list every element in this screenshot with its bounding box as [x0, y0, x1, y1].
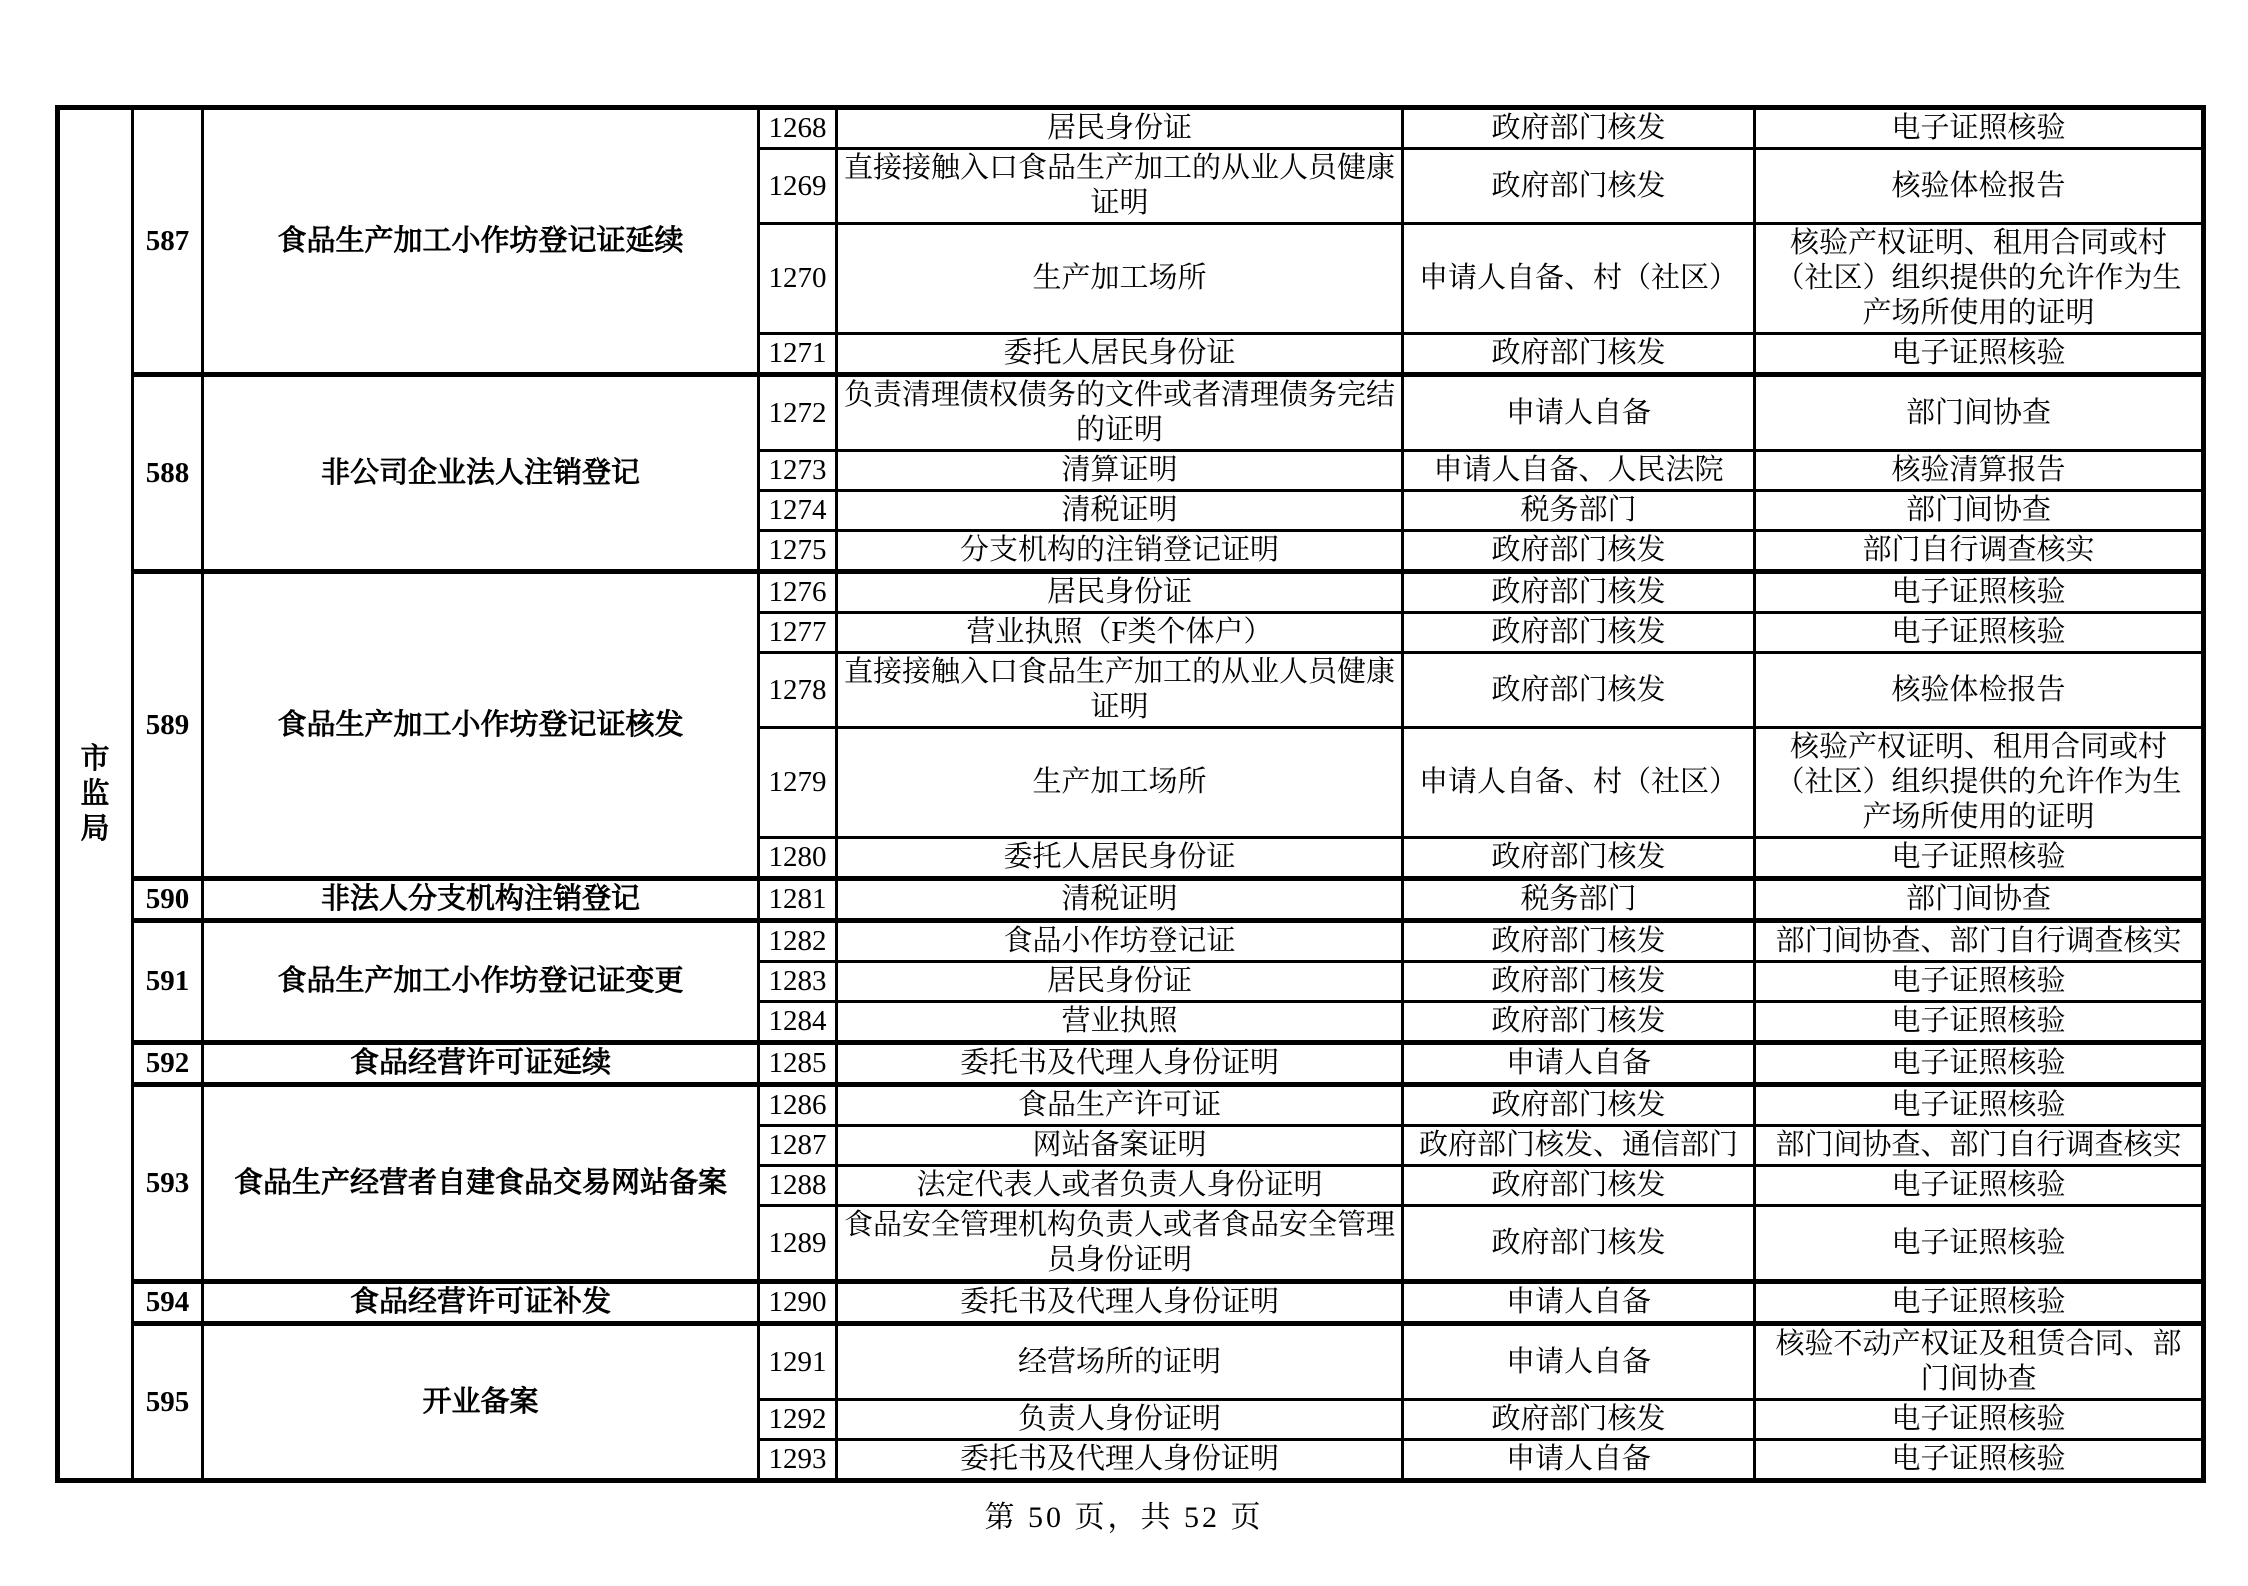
row-material: 经营场所的证明 — [837, 1324, 1403, 1400]
row-no: 1292 — [759, 1400, 837, 1440]
row-source: 申请人自备 — [1403, 1440, 1755, 1481]
row-verify: 核验产权证明、租用合同或村（社区）组织提供的允许作为生产场所使用的证明 — [1755, 224, 2204, 334]
row-no: 1274 — [759, 491, 837, 531]
page-number: 第 50 页，共 52 页 — [984, 1501, 1264, 1534]
row-verify: 电子证照核验 — [1755, 1085, 2204, 1126]
row-verify: 电子证照核验 — [1755, 1043, 2204, 1085]
row-no: 1268 — [759, 108, 837, 149]
table-row — [58, 572, 2204, 613]
row-verify: 核验体检报告 — [1755, 149, 2204, 224]
row-source: 政府部门核发 — [1403, 1002, 1755, 1043]
row-material: 委托人居民身份证 — [837, 838, 1403, 879]
row-no: 1290 — [759, 1282, 837, 1324]
group-item-name: 食品经营许可证补发 — [203, 1282, 759, 1324]
group-item-name: 非法人分支机构注销登记 — [203, 879, 759, 921]
row-verify: 电子证照核验 — [1755, 1002, 2204, 1043]
row-material: 食品小作坊登记证 — [837, 921, 1403, 962]
row-source: 申请人自备 — [1403, 375, 1755, 451]
approval-items-table — [55, 105, 2206, 1483]
row-material: 食品生产许可证 — [837, 1085, 1403, 1126]
row-material: 直接接触入口食品生产加工的从业人员健康证明 — [837, 653, 1403, 728]
row-verify: 电子证照核验 — [1755, 613, 2204, 653]
row-material: 清算证明 — [837, 451, 1403, 491]
row-source: 申请人自备、村（社区） — [1403, 224, 1755, 334]
row-verify: 核验不动产权证及租赁合同、部门间协查 — [1755, 1324, 2204, 1400]
department-cell: 市监局 — [58, 108, 133, 1481]
row-source: 政府部门核发 — [1403, 149, 1755, 224]
row-no: 1271 — [759, 334, 837, 375]
table-row — [58, 1282, 2204, 1324]
group-seq: 589 — [133, 572, 203, 879]
row-material: 网站备案证明 — [837, 1126, 1403, 1166]
row-no: 1289 — [759, 1206, 837, 1282]
row-no: 1291 — [759, 1324, 837, 1400]
row-material: 营业执照 — [837, 1002, 1403, 1043]
row-material: 法定代表人或者负责人身份证明 — [837, 1166, 1403, 1206]
group-seq: 588 — [133, 375, 203, 572]
row-material: 委托人居民身份证 — [837, 334, 1403, 375]
row-material: 直接接触入口食品生产加工的从业人员健康证明 — [837, 149, 1403, 224]
group-seq: 590 — [133, 879, 203, 921]
row-verify: 部门间协查 — [1755, 879, 2204, 921]
group-seq: 587 — [133, 108, 203, 375]
row-source: 税务部门 — [1403, 491, 1755, 531]
row-verify: 部门间协查 — [1755, 491, 2204, 531]
row-source: 政府部门核发 — [1403, 1206, 1755, 1282]
row-no: 1269 — [759, 149, 837, 224]
row-source: 政府部门核发 — [1403, 531, 1755, 572]
row-no: 1293 — [759, 1440, 837, 1481]
group-seq: 595 — [133, 1324, 203, 1481]
row-material: 食品安全管理机构负责人或者食品安全管理员身份证明 — [837, 1206, 1403, 1282]
group-item-name: 开业备案 — [203, 1324, 759, 1481]
row-source: 政府部门核发 — [1403, 838, 1755, 879]
group-seq: 594 — [133, 1282, 203, 1324]
row-material: 负责人身份证明 — [837, 1400, 1403, 1440]
row-material: 居民身份证 — [837, 572, 1403, 613]
table-row — [58, 108, 2204, 149]
row-verify: 部门间协查、部门自行调查核实 — [1755, 1126, 2204, 1166]
row-verify: 核验体检报告 — [1755, 653, 2204, 728]
row-no: 1283 — [759, 962, 837, 1002]
row-no: 1279 — [759, 728, 837, 838]
row-source: 政府部门核发 — [1403, 334, 1755, 375]
table-row — [58, 921, 2204, 962]
row-verify: 电子证照核验 — [1755, 838, 2204, 879]
row-no: 1270 — [759, 224, 837, 334]
row-verify: 电子证照核验 — [1755, 1400, 2204, 1440]
row-source: 政府部门核发 — [1403, 962, 1755, 1002]
row-verify: 电子证照核验 — [1755, 962, 2204, 1002]
row-source: 政府部门核发 — [1403, 921, 1755, 962]
table-row — [58, 1043, 2204, 1085]
row-source: 政府部门核发 — [1403, 572, 1755, 613]
row-source: 政府部门核发 — [1403, 613, 1755, 653]
row-verify: 电子证照核验 — [1755, 334, 2204, 375]
row-material: 委托书及代理人身份证明 — [837, 1282, 1403, 1324]
row-no: 1286 — [759, 1085, 837, 1126]
group-item-name: 食品生产经营者自建食品交易网站备案 — [203, 1085, 759, 1282]
row-no: 1281 — [759, 879, 837, 921]
row-source: 政府部门核发 — [1403, 653, 1755, 728]
row-no: 1278 — [759, 653, 837, 728]
row-source: 申请人自备 — [1403, 1324, 1755, 1400]
row-no: 1285 — [759, 1043, 837, 1085]
row-source: 申请人自备、村（社区） — [1403, 728, 1755, 838]
row-source: 政府部门核发、通信部门 — [1403, 1126, 1755, 1166]
group-item-name: 食品生产加工小作坊登记证核发 — [203, 572, 759, 879]
row-no: 1287 — [759, 1126, 837, 1166]
row-no: 1284 — [759, 1002, 837, 1043]
row-verify: 电子证照核验 — [1755, 572, 2204, 613]
row-material: 居民身份证 — [837, 108, 1403, 149]
row-no: 1277 — [759, 613, 837, 653]
row-no: 1272 — [759, 375, 837, 451]
row-verify: 电子证照核验 — [1755, 1206, 2204, 1282]
row-no: 1275 — [759, 531, 837, 572]
group-item-name: 食品生产加工小作坊登记证延续 — [203, 108, 759, 375]
row-verify: 电子证照核验 — [1755, 1440, 2204, 1481]
row-material: 居民身份证 — [837, 962, 1403, 1002]
row-verify: 电子证照核验 — [1755, 1282, 2204, 1324]
row-verify: 核验产权证明、租用合同或村（社区）组织提供的允许作为生产场所使用的证明 — [1755, 728, 2204, 838]
row-verify: 部门间协查 — [1755, 375, 2204, 451]
group-item-name: 食品生产加工小作坊登记证变更 — [203, 921, 759, 1043]
row-source: 申请人自备 — [1403, 1043, 1755, 1085]
row-material: 清税证明 — [837, 879, 1403, 921]
row-verify: 核验清算报告 — [1755, 451, 2204, 491]
row-material: 生产加工场所 — [837, 224, 1403, 334]
row-verify: 电子证照核验 — [1755, 108, 2204, 149]
row-no: 1282 — [759, 921, 837, 962]
table-row — [58, 879, 2204, 921]
row-no: 1288 — [759, 1166, 837, 1206]
row-material: 委托书及代理人身份证明 — [837, 1440, 1403, 1481]
row-verify: 部门自行调查核实 — [1755, 531, 2204, 572]
row-no: 1273 — [759, 451, 837, 491]
row-source: 政府部门核发 — [1403, 108, 1755, 149]
row-material: 委托书及代理人身份证明 — [837, 1043, 1403, 1085]
row-source: 政府部门核发 — [1403, 1166, 1755, 1206]
row-material: 生产加工场所 — [837, 728, 1403, 838]
table-row — [58, 1085, 2204, 1126]
row-source: 政府部门核发 — [1403, 1400, 1755, 1440]
table-row — [58, 1324, 2204, 1400]
row-verify: 部门间协查、部门自行调查核实 — [1755, 921, 2204, 962]
group-seq: 591 — [133, 921, 203, 1043]
row-material: 分支机构的注销登记证明 — [837, 531, 1403, 572]
row-material: 清税证明 — [837, 491, 1403, 531]
row-no: 1276 — [759, 572, 837, 613]
row-material: 负责清理债权债务的文件或者清理债务完结的证明 — [837, 375, 1403, 451]
group-item-name: 非公司企业法人注销登记 — [203, 375, 759, 572]
row-source: 申请人自备 — [1403, 1282, 1755, 1324]
row-no: 1280 — [759, 838, 837, 879]
row-source: 政府部门核发 — [1403, 1085, 1755, 1126]
group-item-name: 食品经营许可证延续 — [203, 1043, 759, 1085]
group-seq: 592 — [133, 1043, 203, 1085]
row-source: 税务部门 — [1403, 879, 1755, 921]
row-source: 申请人自备、人民法院 — [1403, 451, 1755, 491]
table-row — [58, 375, 2204, 451]
group-seq: 593 — [133, 1085, 203, 1282]
row-material: 营业执照（F类个体户） — [837, 613, 1403, 653]
row-verify: 电子证照核验 — [1755, 1166, 2204, 1206]
